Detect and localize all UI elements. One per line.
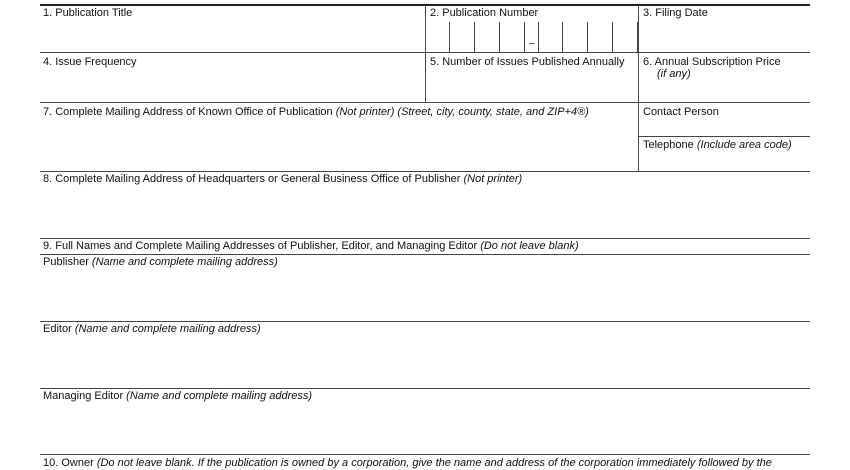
issues-published-label: 5. Number of Issues Published Annually [430,56,625,68]
row3-bottom [40,171,810,172]
headquarters-address-label: 8. Complete Mailing Address of Headquarters or General Business Office of Publisher (Not printer) [43,173,523,185]
issue-frequency-label: 4. Issue Frequency [43,56,137,68]
publisher-label: Publisher (Name and complete mailing address) [43,256,278,268]
contact-person-label: Contact Person [643,106,719,118]
telephone-field[interactable] [639,153,809,170]
issues-published-field[interactable] [426,70,637,101]
publication-number-label: 2. Publication Number [430,7,539,19]
owner-label: 10. Owner (Do not leave blank. If the publication is owned by a corporation, give the name and address of the corporation immediately followed by the [43,457,772,469]
filing-date-field[interactable] [639,20,809,51]
annual-price-note: (if any) [657,68,691,80]
issue-frequency-field[interactable] [41,70,424,101]
contact-person-field[interactable] [639,120,809,135]
managing-editor-field[interactable] [41,404,809,453]
office-address-label: 7. Complete Mailing Address of Known Office of Publication (Not printer) (Street, city, county, state, and ZIP+4®) [43,106,589,118]
editor-bottom [40,388,810,389]
publication-title-label: 1. Publication Title [43,7,133,19]
row5-subheader-bottom [40,254,810,255]
contact-bottom [638,136,810,137]
row4-bottom [40,238,810,239]
publication-number-dash: – [529,38,535,49]
telephone-label: Telephone (Include area code) [643,139,792,151]
row2-bottom [40,102,810,103]
publisher-bottom [40,321,810,322]
filing-date-label: 3. Filing Date [643,7,708,19]
publisher-field[interactable] [41,270,809,320]
full-names-label: 9. Full Names and Complete Mailing Addresses of Publisher, Editor, and Managing Editor (Do not leave blank) [43,240,579,252]
editor-label: Editor (Name and complete mailing address) [43,323,261,335]
annual-price-field[interactable] [639,82,809,101]
publication-title-field[interactable] [41,20,424,51]
annual-price-label: 6. Annual Subscription Price [643,56,781,68]
headquarters-address-field[interactable] [41,187,809,237]
editor-field[interactable] [41,337,809,387]
office-address-field[interactable] [41,120,637,170]
managing-editor-bottom [40,454,810,455]
managing-editor-label: Managing Editor (Name and complete mailing address) [43,390,313,402]
row1-bottom [40,52,810,53]
